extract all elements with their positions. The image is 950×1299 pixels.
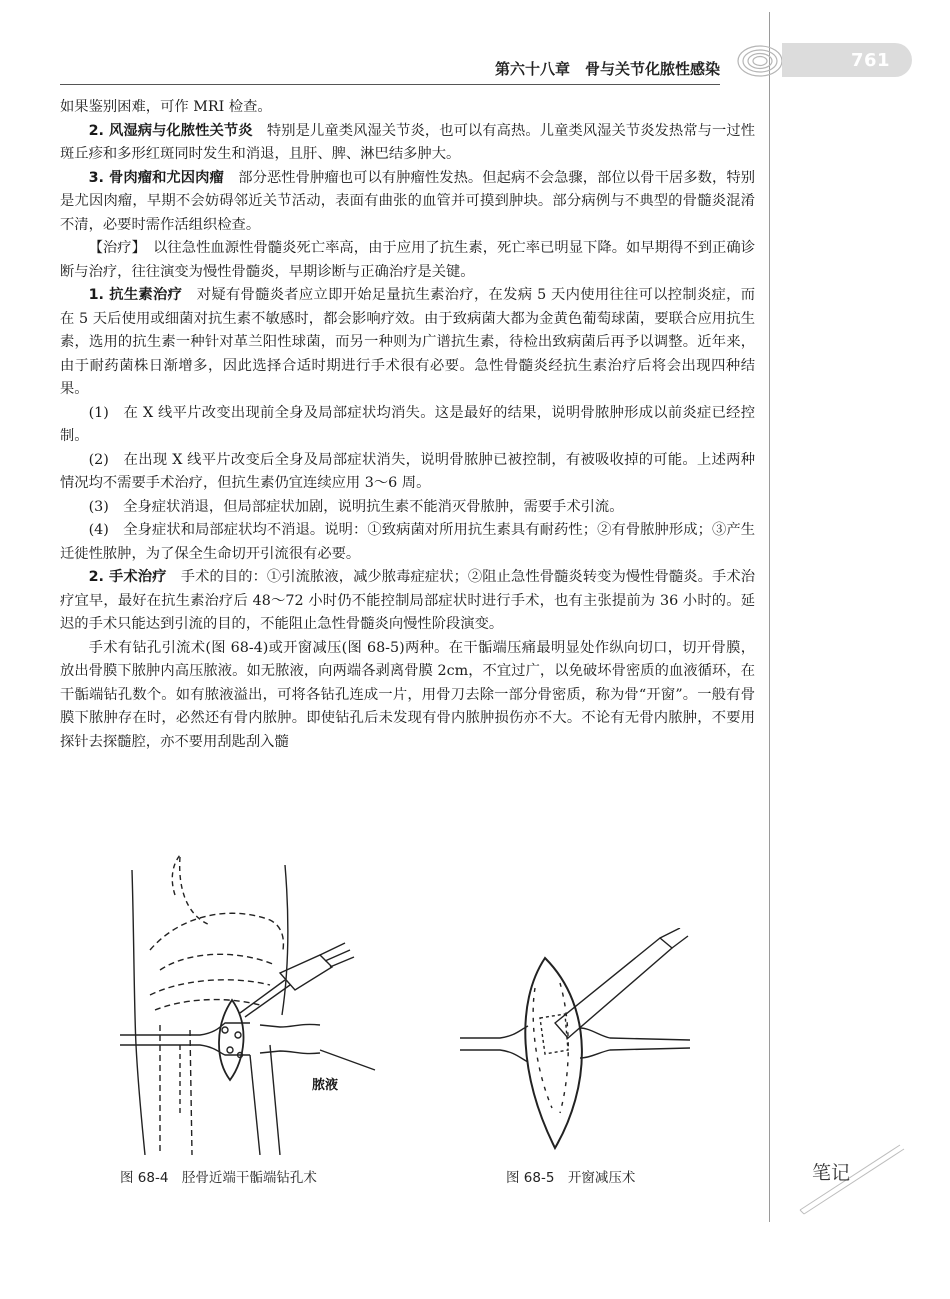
paragraph-text: (1) 在 X 线平片改变出现前全身及局部症状均消失。这是最好的结果，说明骨脓肿形成以前炎症已经控制。 [60, 404, 755, 444]
section-heading: 2. 风湿病与化脓性关节炎 [88, 122, 253, 139]
page-number-tab [782, 43, 912, 77]
paragraph [60, 96, 755, 120]
section-heading: 2. 手术治疗 [88, 569, 167, 585]
notes-label: 笔记 [812, 1162, 851, 1184]
paragraph-text: 部分恶性骨肿瘤也可以有肿瘤性发热。但起病不会急骤，部位以骨干居多数，特别是尤因肉瘤，早期不会妨碍邻近关节活动，表面有曲张的血管并可摸到肿块。部分病例与不典型的骨髓炎混淆不清，必要时需作活组织检查。 [60, 169, 756, 233]
paragraph [60, 284, 755, 402]
chapter-title: 第六十八章 骨与关节化脓性感染 [494, 60, 720, 78]
section-heading: 1. 抗生素治疗 [88, 287, 183, 303]
body-text [60, 96, 755, 754]
paragraph [60, 496, 755, 520]
paragraph-text: (2) 在出现 X 线平片改变后全身及局部症状消失，说明骨脓肿已被控制，有被吸收掉的可能。上述两种情况均不需要手术治疗，但抗生素仍宜连续应用 3～6 周。 [60, 451, 755, 491]
paragraph-text: 特别是儿童类风湿关节炎，也可以有高热。儿童类风湿关节炎发热常与一过性斑丘疹和多形红斑同时发生和消退，且肝、脾、淋巴结多肿大。 [60, 122, 755, 162]
header-rule [60, 84, 720, 85]
paragraph [60, 566, 755, 637]
paragraph [60, 449, 755, 496]
paragraph-text: (4) 全身症状和局部症状均不消退。说明：①致病菌对所用抗生素具有耐药性；②有骨脓肿形成；③产生迁徙性脓肿，为了保全生命切开引流很有必要。 [60, 522, 755, 562]
paragraph-text: 【治疗】 以往急性血源性骨髓炎死亡率高，由于应用了抗生素，死亡率已明显下降。如早期得不到正确诊断与治疗，往往演变为慢性骨髓炎，早期诊断与正确治疗是关键。 [60, 240, 755, 280]
paragraph-text: 对疑有骨髓炎者应立即开始足量抗生素治疗，在发病 5 天内使用往往可以控制炎症，而在 5 天后使用或细菌对抗生素不敏感时，都会影响疗效。由于致病菌大都为金黄色葡萄球菌，要联合应用抗生素，选用的抗生素一种针对革兰阳性球菌，而另一种则为广谱抗生素，待检出致病菌后再予以调整。近年来，由于耐药菌株日渐增多，因此选择合适时期进行手术很有必要。急性骨髓炎经抗生素治疗后将会出现四种结果。 [60, 287, 755, 397]
figure-68-4-label: 脓液 [312, 1078, 339, 1093]
paragraph [60, 237, 755, 284]
margin-rule [769, 12, 770, 1222]
paragraph [60, 519, 755, 566]
figure-68-5-caption: 图 68-5 开窗减压术 [506, 1170, 636, 1186]
section-heading: 3. 骨肉瘤和尤因肉瘤 [88, 169, 224, 186]
figure-68-5-illustration [460, 928, 690, 1158]
chapter-swirl-icon [730, 42, 784, 80]
figure-68-4-illustration [120, 855, 400, 1155]
paragraph [60, 402, 755, 449]
paragraph [60, 120, 755, 167]
figure-68-4-caption: 图 68-4 胫骨近端干骺端钻孔术 [120, 1170, 317, 1186]
paragraph [60, 637, 755, 755]
page-number: 761 [851, 50, 891, 71]
paragraph-text: 手术有钻孔引流术(图 68-4)或开窗减压(图 68-5)两种。在干骺端压痛最明显处作纵向切口，切开骨膜，放出骨膜下脓肿内高压脓液。如无脓液，向两端各剥离骨膜 2cm，不宜过广，以免破坏骨密质的血液循环，在干骺端钻孔数个。如有脓液溢出，可将各钻孔连成一片，用骨刀去除一部分骨密质，称为骨“开窗”。一般有骨膜下脓肿存在时，必然还有骨内脓肿。即使钻孔后未发现有骨内脓肿损伤亦不大。不论有无骨内脓肿，不要用探针去探髓腔，亦不要用刮匙刮入髓 [60, 639, 755, 750]
paragraph-text: 手术的目的：①引流脓液，减少脓毒症症状；②阻止急性骨髓炎转变为慢性骨髓炎。手术治疗宜早，最好在抗生素治疗后 48～72 小时仍不能控制局部症状时进行手术，也有主张提前为 36 小时的。延迟的手术只能达到引流的目的，不能阻止急性骨髓炎向慢性阶段演变。 [60, 569, 755, 632]
paragraph [60, 167, 755, 238]
paragraph-text: (3) 全身症状消退，但局部症状加剧，说明抗生素不能消灭骨脓肿，需要手术引流。 [88, 498, 624, 515]
paragraph-text: 如果鉴别困难，可作 MRI 检查。 [60, 99, 272, 115]
